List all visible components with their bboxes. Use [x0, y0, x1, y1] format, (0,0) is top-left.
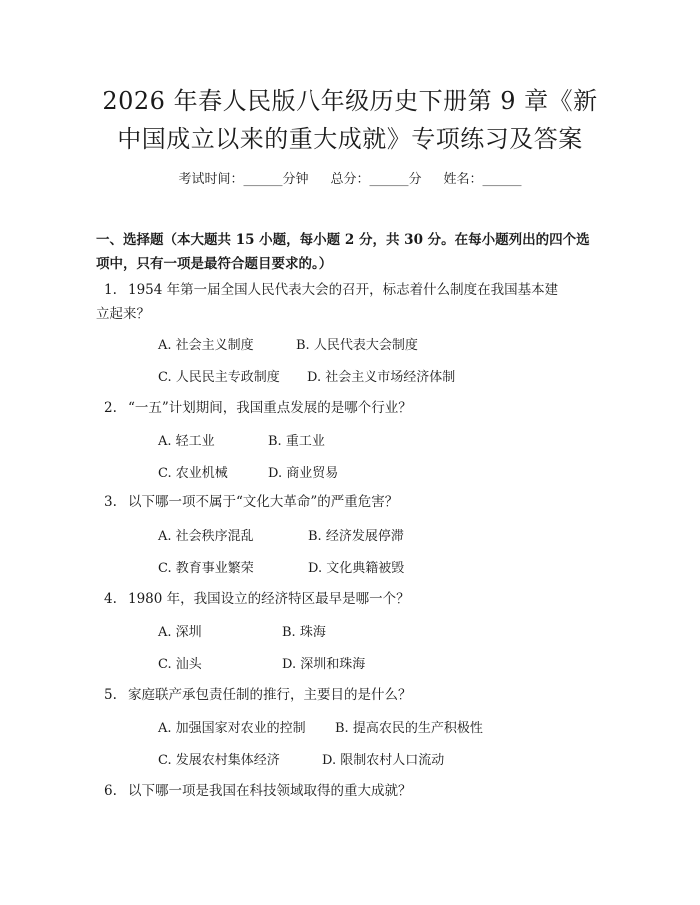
- option-c: C. 农业机械: [158, 466, 228, 481]
- option-c: C. 发展农村集体经济: [158, 753, 280, 768]
- option-b: B. 经济发展停滞: [308, 529, 404, 544]
- question-3: [104, 490, 624, 514]
- exam-info: [0, 168, 700, 187]
- option-b: B. 人民代表大会制度: [296, 338, 418, 353]
- option-a: A. 轻工业: [158, 434, 215, 449]
- option-d: D. 社会主义市场经济体制: [307, 370, 456, 385]
- title-line-2: 中国成立以来的重大成就》专项练习及答案: [117, 125, 583, 153]
- question-2: [104, 396, 624, 420]
- question-number: 6.: [104, 783, 117, 799]
- question-text: 以下哪一项不属于“文化大革命”的严重危害？: [128, 494, 399, 510]
- option-d: D. 文化典籍被毁: [308, 561, 405, 576]
- question-4: [104, 587, 624, 611]
- option-b: B. 重工业: [268, 434, 325, 449]
- option-a: A. 社会秩序混乱: [158, 529, 254, 544]
- option-b: B. 提高农民的生产积极性: [335, 721, 483, 736]
- title-line-1: 2026 年春人民版八年级历史下册第 9 章《新: [102, 87, 598, 115]
- exam-time: 考试时间：______分钟: [178, 172, 309, 187]
- option-b: B. 珠海: [282, 625, 326, 640]
- question-text: “一五”计划期间，我国重点发展的是哪个行业？: [128, 400, 412, 416]
- section-heading: [96, 228, 616, 276]
- option-a: A. 加强国家对农业的控制: [158, 721, 306, 736]
- question-6: [104, 779, 624, 803]
- option-a: A. 深圳: [158, 625, 202, 640]
- question-text: 家庭联产承包责任制的推行，主要目的是什么？: [128, 687, 412, 703]
- option-a: A. 社会主义制度: [158, 338, 254, 353]
- question-5: [104, 683, 624, 707]
- option-d: D. 限制农村人口流动: [322, 753, 445, 768]
- question-number: 3.: [104, 494, 117, 510]
- option-c: C. 人民民主专政制度: [158, 370, 280, 385]
- exam-score: 总分：______分: [330, 172, 422, 187]
- exam-name: 姓名：______: [443, 172, 522, 187]
- option-c: C. 汕头: [158, 657, 202, 672]
- question-number: 5.: [104, 687, 117, 703]
- option-c: C. 教育事业繁荣: [158, 561, 254, 576]
- question-number: 4.: [104, 591, 117, 607]
- question-number: 1.: [104, 282, 117, 298]
- question-text: 以下哪一项是我国在科技领域取得的重大成就？: [128, 783, 412, 799]
- question-1: [96, 278, 624, 326]
- question-text: 1954 年第一届全国人民代表大会的召开，标志着什么制度在我国基本建: [128, 282, 559, 298]
- section-line-2: 项中，只有一项是最符合题目要求的。）: [96, 256, 333, 272]
- question-text: 1980 年，我国设立的经济特区最早是哪一个？: [128, 591, 410, 607]
- question-text-cont: 立起来？: [96, 306, 150, 322]
- document-title: [40, 82, 660, 158]
- section-line-1: 一、选择题（本大题共 15 小题，每小题 2 分，共 30 分。在每小题列出的四个选: [96, 232, 590, 248]
- question-number: 2.: [104, 400, 117, 416]
- option-d: D. 商业贸易: [268, 466, 339, 481]
- option-d: D. 深圳和珠海: [282, 657, 366, 672]
